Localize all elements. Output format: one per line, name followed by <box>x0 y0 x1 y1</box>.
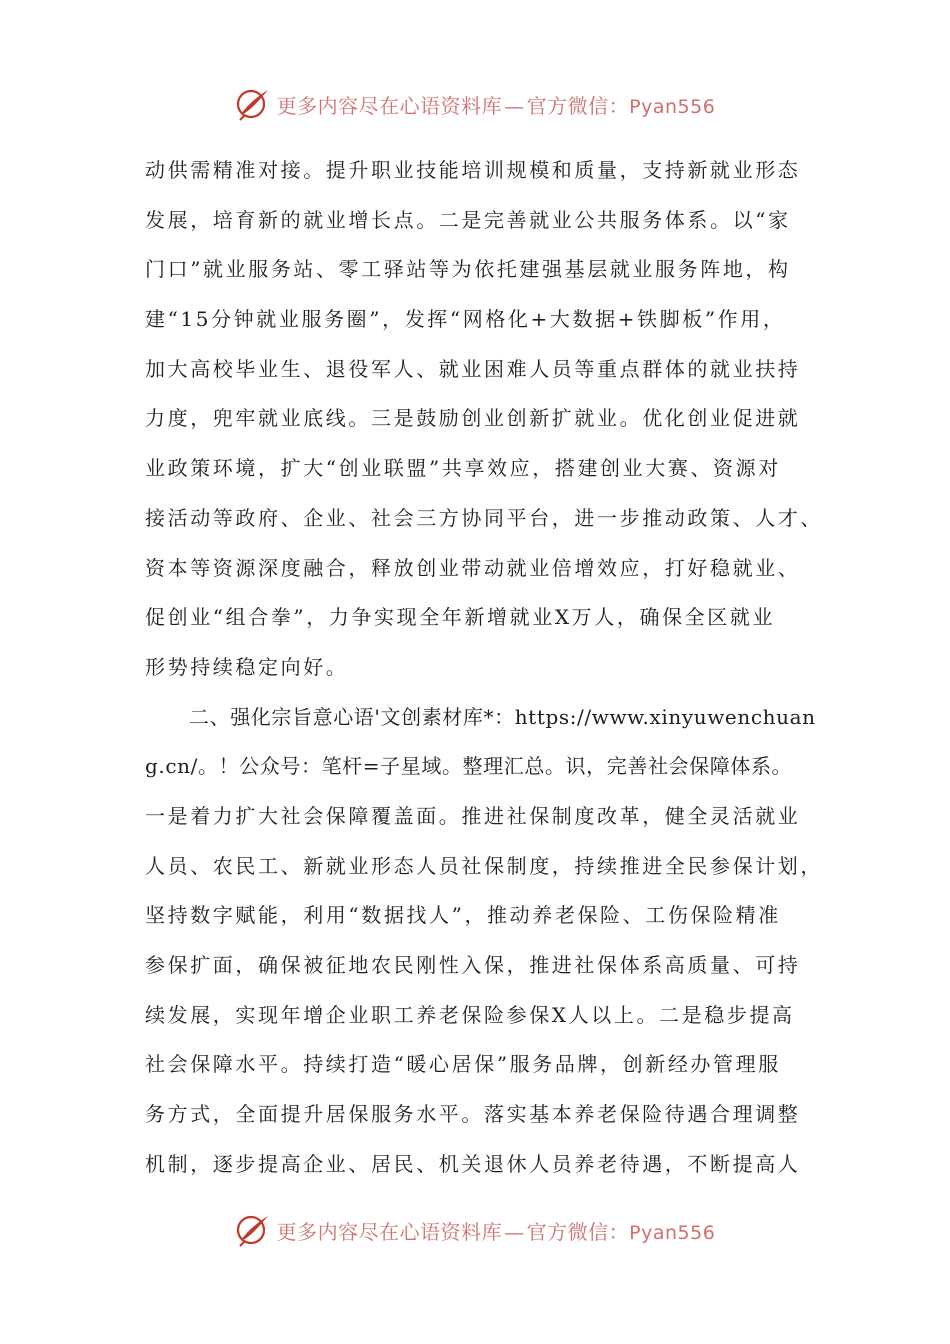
section-heading-line: 二、强化宗旨意心语'文创素材库*：https://www.xinyuwenchuan <box>189 704 816 729</box>
footer-watermark-banner <box>0 1210 950 1250</box>
text-line: 力度，兜牢就业底线。三是鼓励创业创新扩就业。优化创业促进就 <box>145 406 801 431</box>
watermark-text <box>277 1216 716 1245</box>
text-line: 机制，逐步提高企业、居民、机关退休人员养老待遇，不断提高人 <box>145 1151 801 1176</box>
quill-pen-logo-icon <box>235 86 271 122</box>
text-line: 业政策环境，扩大“创业联盟”共享效应，搭建创业大赛、资源对 <box>145 456 781 481</box>
text-line: 务方式，全面提升居保服务水平。落实基本养老保险待遇合理调整 <box>145 1102 801 1127</box>
header-watermark-banner <box>0 84 950 124</box>
text-line: 发展，培育新的就业增长点。二是完善就业公共服务体系。以“家 <box>145 207 791 232</box>
text-line: 参保扩面，确保被征地农民刚性入保，推进社保体系高质量、可持 <box>145 953 801 977</box>
text-line: 资本等资源深度融合，释放创业带动就业倍增效应，打好稳就业、 <box>145 555 801 580</box>
document-body <box>145 150 823 1193</box>
text-line: 形势持续稳定向好。 <box>145 654 349 679</box>
text-line: 社会保障水平。持续打造“暖心居保”服务品牌，创新经办管理服 <box>145 1052 781 1077</box>
text-line: 加大高校毕业生、退役军人、就业困难人员等重点群体的就业扶持 <box>145 356 801 381</box>
wechat-id: Pyan556 <box>629 95 716 118</box>
text-line: 接活动等政府、企业、社会三方协同平台，进一步推动政策、人才、 <box>145 505 823 530</box>
wechat-label: 官方微信： <box>526 1219 630 1244</box>
text-line: 门口”就业服务站、零工驿站等为依托建强基层就业服务阵地，构 <box>145 257 791 282</box>
text-line: 续发展，实现年增企业职工养老保险参保X人以上。二是稳步提高 <box>145 1002 795 1027</box>
watermark-text <box>277 90 716 119</box>
watermark-title: 更多内容尽在心语资料库 <box>276 1219 503 1244</box>
quill-pen-logo-icon <box>235 1212 271 1248</box>
wechat-id: Pyan556 <box>629 1221 716 1244</box>
watermark-separator: — <box>504 93 525 118</box>
watermark-separator: — <box>504 1219 525 1244</box>
watermark-title: 更多内容尽在心语资料库 <box>276 93 503 118</box>
text-line: g.cn/。！公众号：笔杆=子星域。整理汇总。识，完善社会保障体系。 <box>145 754 793 779</box>
text-line: 动供需精准对接。提升职业技能培训规模和质量，支持新就业形态 <box>145 158 801 182</box>
wechat-label: 官方微信： <box>526 93 630 118</box>
text-line: 一是着力扩大社会保障覆盖面。推进社保制度改革，健全灵活就业 <box>145 803 801 828</box>
text-line: 促创业“组合拳”，力争实现全年新增就业X万人，确保全区就业 <box>145 605 776 630</box>
text-line: 坚持数字赋能，利用“数据找人”，推动养老保险、工伤保险精准 <box>145 903 781 928</box>
text-line: 建“15分钟就业服务圈”，发挥“网格化+大数据+铁脚板”作用， <box>145 307 786 332</box>
text-line: 人员、农民工、新就业形态人员社保制度，持续推进全民参保计划， <box>145 853 823 878</box>
